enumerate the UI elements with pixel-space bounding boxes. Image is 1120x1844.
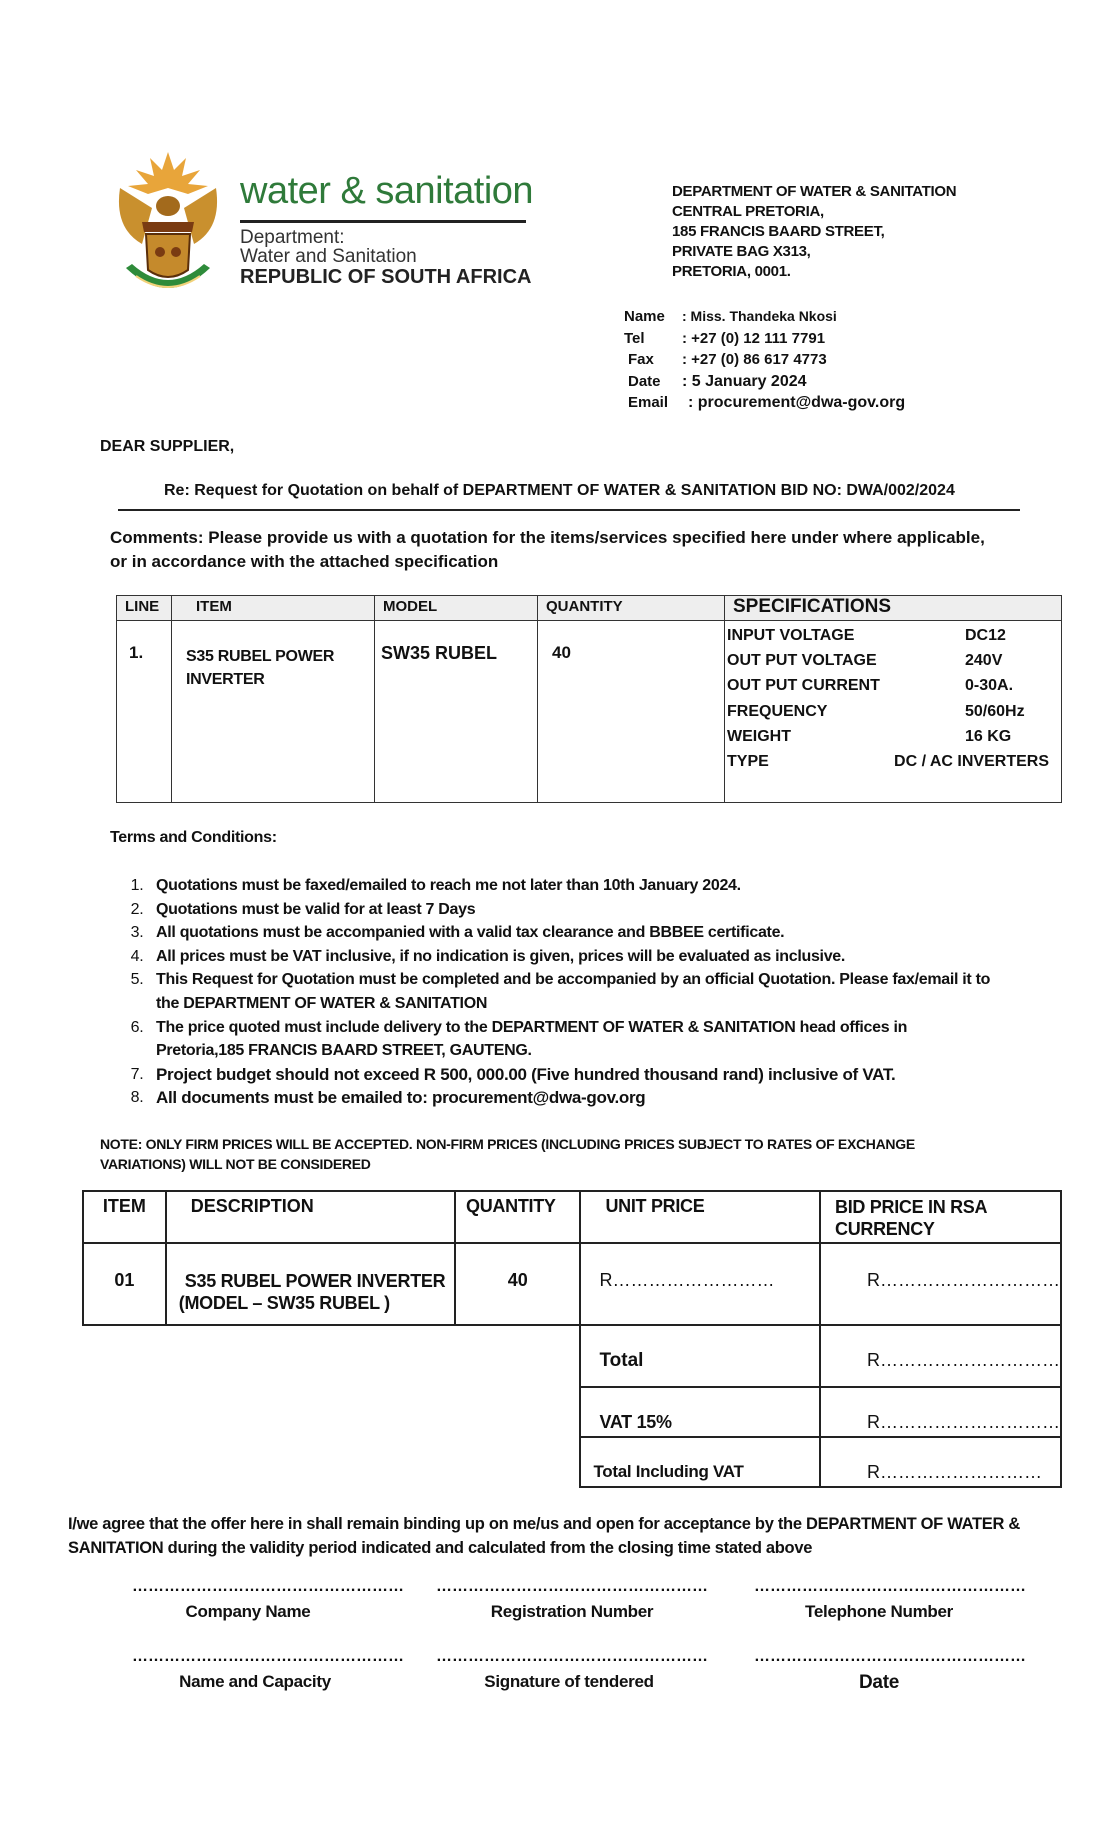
- spec-name: OUT PUT VOLTAGE: [727, 652, 877, 670]
- signature-dots: ……………………………………………: [754, 1648, 1026, 1665]
- field-label: Signature of tendered: [484, 1672, 654, 1691]
- address-line: CENTRAL PRETORIA,: [672, 203, 824, 220]
- address-block: [672, 182, 956, 282]
- term-text: All prices must be VAT inclusive, if no indication is given, prices will be evaluated as inclusive.: [156, 947, 846, 965]
- spec-value: 50/60Hz: [965, 702, 1025, 720]
- term-number: 2.: [130, 900, 144, 918]
- spec-value: 240V: [965, 652, 1003, 670]
- spec-name: FREQUENCY: [727, 702, 828, 720]
- address-line: PRIVATE BAG X313,: [672, 243, 811, 260]
- list-item: [118, 898, 998, 922]
- contact-label: Name: [624, 308, 665, 325]
- contact-email-row: [624, 392, 905, 414]
- spec-value: DC12: [965, 627, 1006, 644]
- header-bid-price: [820, 1191, 1061, 1243]
- comments-line: Comments: Please provide us with a quotation for the items/services specified here under where applicable,: [110, 528, 985, 547]
- spec-row: [725, 724, 1061, 749]
- header-specifications: SPECIFICATIONS: [725, 596, 1062, 621]
- telephone-number-field[interactable]: [754, 1578, 1026, 1622]
- cell-model: SW35 RUBEL: [375, 621, 538, 803]
- department-name: Water and Sanitation: [240, 246, 417, 267]
- cell-quantity: 40: [455, 1243, 580, 1325]
- registration-number-field[interactable]: [432, 1578, 712, 1622]
- department-label: Department:: [240, 227, 345, 248]
- term-number: 1.: [130, 877, 144, 894]
- header-quantity: QUANTITY: [538, 596, 725, 621]
- vat-label: VAT 15%: [580, 1387, 820, 1437]
- term-number: 5.: [130, 971, 144, 989]
- address-line: PRETORIA, 0001.: [672, 263, 791, 280]
- contact-value: : Miss. Thandeka Nkosi: [682, 308, 837, 324]
- address-line: DEPARTMENT OF WATER & SANITATION: [672, 183, 957, 200]
- spec-row: [725, 673, 1061, 698]
- field-label: Registration Number: [490, 1602, 654, 1621]
- header-description: DESCRIPTION: [166, 1191, 455, 1243]
- item-name-line: S35 RUBEL POWER: [186, 648, 335, 665]
- date-field[interactable]: [754, 1648, 1026, 1694]
- term-text: Quotations must be faxed/emailed to reach me not later than 10th January 2024.: [156, 877, 741, 894]
- vat-field[interactable]: R…………………………: [820, 1387, 1061, 1437]
- brand-divider: [240, 220, 526, 223]
- contact-label: Date: [628, 372, 661, 390]
- company-name-field[interactable]: [128, 1578, 408, 1622]
- term-number: 6.: [130, 1018, 144, 1036]
- greeting: DEAR SUPPLIER,: [100, 438, 235, 455]
- header-item: ITEM: [83, 1191, 166, 1243]
- cell-description: [166, 1243, 455, 1325]
- signature-dots: ……………………………………………: [436, 1578, 708, 1595]
- signature-dots: ……………………………………………: [754, 1578, 1026, 1595]
- coat-of-arms-logo: [112, 148, 224, 308]
- spec-value: DC / AC INVERTERS: [894, 753, 1049, 771]
- total-incl-vat-label: Total Including VAT: [580, 1437, 820, 1487]
- spec-value: 0-30A.: [965, 677, 1014, 695]
- term-text: All quotations must be accompanied with a valid tax clearance and BBBEE certificate.: [156, 924, 785, 942]
- contact-value: : 5 January 2024: [682, 372, 807, 390]
- contact-fax-row: [624, 349, 905, 371]
- name-and-capacity-field[interactable]: [128, 1648, 408, 1692]
- header-item: ITEM: [172, 596, 375, 621]
- term-text: Project budget should not exceed R 500, 000.00 (Five hundred thousand rand) inclusive of VAT.: [156, 1064, 896, 1084]
- spec-name: OUT PUT CURRENT: [727, 677, 880, 695]
- list-item: [118, 921, 998, 945]
- contact-tel-row: [624, 328, 905, 350]
- cell-specifications: [725, 621, 1062, 803]
- cell-item: 01: [83, 1243, 166, 1325]
- term-number: 8.: [130, 1089, 144, 1107]
- contact-value: : +27 (0) 86 617 4773: [682, 351, 827, 368]
- agreement-statement: I/we agree that the offer here in shall remain binding up on me/us and open for acceptance by the DEPARTMENT OF WATER & SANITATION during the validity period indicated and calculated from the closing time stated above: [68, 1515, 1020, 1557]
- term-text: The price quoted must include delivery to the DEPARTMENT OF WATER & SANITATION head offices in Pretoria,185 FRANCIS BAARD STREET, GAUTENG.: [156, 1018, 908, 1060]
- brand-title: water & sanitation: [240, 170, 534, 212]
- list-item: [118, 945, 998, 969]
- list-item: [118, 968, 998, 1015]
- spec-value: 16 KG: [965, 727, 1012, 745]
- list-item: [118, 1086, 998, 1110]
- list-item: [118, 1016, 998, 1063]
- contact-name-row: [624, 306, 905, 328]
- contact-value: : procurement@dwa-gov.org: [688, 394, 906, 411]
- description-line: S35 RUBEL POWER INVERTER: [184, 1271, 446, 1291]
- term-text: Quotations must be valid for at least 7 Days: [156, 900, 476, 918]
- vat-row: [83, 1387, 1061, 1437]
- bid-price-field[interactable]: R…………………………: [820, 1243, 1061, 1325]
- term-text: This Request for Quotation must be completed and be accompanied by an official Quotation. Please fax/email it to the DEPARTMENT OF WATER & SANITATION: [156, 971, 991, 1012]
- note: NOTE: ONLY FIRM PRICES WILL BE ACCEPTED. NON-FIRM PRICES (INCLUDING PRICES SUBJECT TO RATES OF EXCHANGE VARIATIONS) WILL NOT BE CONSIDERED: [100, 1136, 915, 1172]
- spec-name: TYPE: [727, 753, 769, 771]
- spec-row: [725, 648, 1061, 673]
- table-header-row: [83, 1191, 1061, 1243]
- contact-label: Fax: [628, 351, 654, 368]
- address-line: 185 FRANCIS BAARD STREET,: [672, 223, 885, 240]
- total-field[interactable]: R…………………………: [820, 1325, 1061, 1387]
- cell-line: 1.: [117, 621, 172, 803]
- total-row: [83, 1325, 1061, 1387]
- list-item: [118, 1063, 998, 1087]
- item-spec-table: [116, 595, 1062, 803]
- contact-value: : +27 (0) 12 111 7791: [682, 329, 826, 347]
- table-row: [83, 1243, 1061, 1325]
- header-line: LINE: [117, 596, 172, 621]
- subject-line: Re: Request for Quotation on behalf of DEPARTMENT OF WATER & SANITATION BID NO: DWA/002/2024: [164, 482, 955, 499]
- list-item: [118, 874, 998, 898]
- total-label: Total: [580, 1325, 820, 1387]
- field-label: Name and Capacity: [179, 1672, 331, 1691]
- terms-list: [118, 874, 998, 1110]
- comments-line: or in accordance with the attached specification: [110, 552, 499, 571]
- header-model: MODEL: [375, 596, 538, 621]
- spec-row: [725, 749, 1061, 774]
- spec-row: [725, 623, 1061, 648]
- signature-dots: ……………………………………………: [132, 1648, 404, 1665]
- signature-field[interactable]: [432, 1648, 712, 1692]
- unit-price-field[interactable]: R………………………: [580, 1243, 820, 1325]
- term-text: All documents must be emailed to: procurement@dwa-gov.org: [156, 1088, 646, 1108]
- field-label: Date: [859, 1672, 899, 1693]
- contact-label: Email: [628, 394, 669, 411]
- header-bid-price-line: BID PRICE IN RSA: [835, 1197, 988, 1217]
- header-quantity: QUANTITY: [455, 1191, 580, 1243]
- term-number: 3.: [130, 924, 144, 942]
- contact-label: Tel: [624, 329, 645, 347]
- signature-dots: ……………………………………………: [132, 1578, 404, 1595]
- subject-underline: [118, 509, 1020, 511]
- field-label: Telephone Number: [805, 1602, 953, 1621]
- cell-item: [172, 621, 375, 803]
- pricing-table: [82, 1190, 1062, 1488]
- spec-row: [725, 699, 1061, 724]
- field-label: Company Name: [185, 1602, 311, 1621]
- contact-block: [624, 306, 905, 414]
- term-number: 4.: [130, 947, 144, 965]
- table-row: [117, 621, 1062, 803]
- total-incl-vat-field[interactable]: R………………………: [820, 1437, 1061, 1487]
- terms-title: Terms and Conditions:: [110, 829, 277, 846]
- signature-dots: ……………………………………………: [436, 1648, 708, 1665]
- country-name: REPUBLIC OF SOUTH AFRICA: [240, 266, 532, 288]
- spec-name: INPUT VOLTAGE: [727, 627, 855, 644]
- description-line: (MODEL – SW35 RUBEL ): [178, 1293, 390, 1313]
- table-header-row: [117, 596, 1062, 621]
- contact-date-row: [624, 371, 905, 393]
- comments: [110, 526, 985, 574]
- header-bid-price-line: CURRENCY: [835, 1219, 935, 1239]
- header-unit-price: UNIT PRICE: [580, 1191, 820, 1243]
- spec-name: WEIGHT: [727, 727, 791, 745]
- total-incl-vat-row: [83, 1437, 1061, 1487]
- term-number: 7.: [130, 1065, 144, 1083]
- item-name-line: INVERTER: [186, 671, 265, 688]
- cell-quantity: 40: [538, 621, 725, 803]
